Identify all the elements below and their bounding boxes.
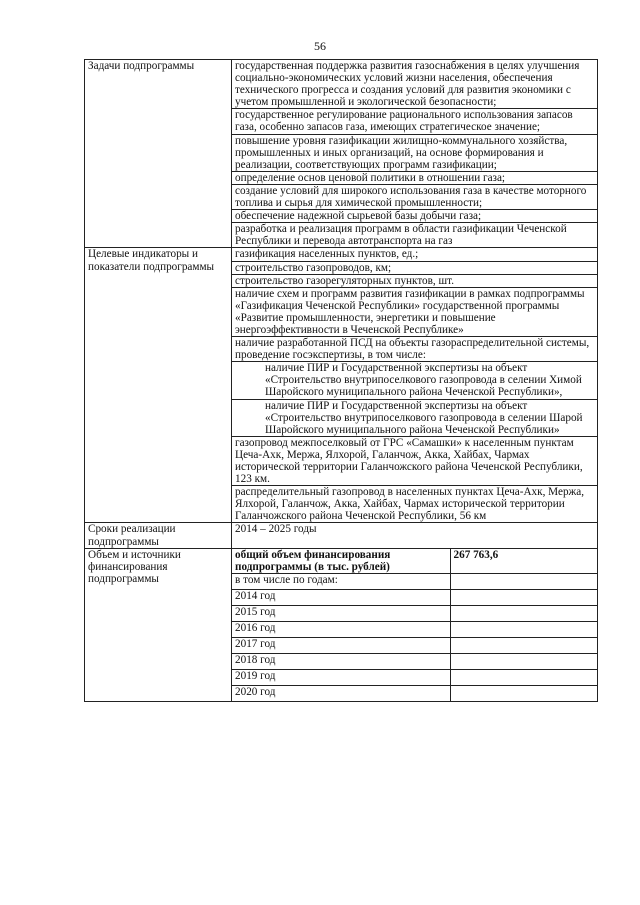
financing-total-label: общий объем финансирования подпрограммы (в тыс. рублей) [235,548,391,573]
financing-year-label: 2019 год [232,669,450,685]
financing-year-row [232,669,597,685]
indicator-item: газопровод межпоселковый от ГРС «Самашки» к населенным пунктам Цеча-Ахк, Мержа, Ялхорой, Галанчож, Акка, Хайбах, Чармах исторической территории Галанчожского района Чеченской Республики, 123 км. [232,436,597,485]
task-item: разработка и реализация программ в области газификации Чеченской Республики и перевода автотранспорта на газ [232,222,597,247]
tasks-label: Задачи подпрограммы [85,60,232,248]
financing-year-row [232,653,597,669]
financing-year-value [450,573,597,589]
indicator-item: строительство газорегуляторных пунктов, шт. [232,274,597,287]
financing-year-row [232,605,597,621]
financing-year-label: 2016 год [232,621,450,637]
passport-table [84,59,598,702]
financing-year-row [232,589,597,605]
task-item: государственная поддержка развития газоснабжения в целях улучшения социально-экономических условий жизни населения, обеспечения технического прогресса и создания условий для развития экономики с учетом промышленной и экологической безопасности; [235,60,580,109]
financing-year-row [232,685,597,701]
indicator-item: строительство газопроводов, км; [232,261,597,274]
financing-by-years-row [232,573,597,589]
financing-year-value [450,605,597,621]
terms-label: Сроки реализации подпрограммы [85,523,232,548]
financing-year-value [450,653,597,669]
financing-year-value [450,685,597,701]
indicator-subitem: наличие ПИР и Государственной экспертизы на объект «Строительство внутрипоселкового газопровода в селении Химой Шаройского муниципального района Чеченской Республики», [232,361,597,398]
financing-label: Объем и источники финансирования подпрограммы [85,548,232,701]
financing-year-value [450,669,597,685]
indicator-subitem: наличие ПИР и Государственной экспертизы на объект «Строительство внутрипоселкового газопровода в селении Шарой Шаройского муниципального района Чеченской Республики» [232,399,597,436]
financing-year-row [232,621,597,637]
terms-value: 2014 – 2025 годы [232,523,598,548]
task-item: создание условий для широкого использования газа в качестве моторного топлива и сырья для химической промышленности; [232,184,597,209]
financing-row [85,548,598,701]
indicator-item: распределительный газопровод в населенных пунктах Цеча-Ахк, Мержа, Ялхорой, Галанчож, Акка, Хайбах, Чармах исторической территории Галанчожского района Чеченской Республики, 56 км [232,485,597,522]
indicator-item: наличие схем и программ развития газификации в рамках подпрограммы «Газификация Чеченской Республики» государственной программы «Развитие промышленности, энергетики и повышение энергоэффективности в Чеченской Республике» [232,287,597,336]
financing-year-value [450,589,597,605]
indicators-label: Целевые индикаторы и показатели подпрограммы [85,248,232,523]
financing-year-label: 2020 год [232,685,450,701]
financing-year-value [450,637,597,653]
financing-year-label: 2015 год [232,605,450,621]
financing-by-years-label: в том числе по годам: [232,573,450,589]
financing-year-value [450,621,597,637]
page-number: 56 [314,39,326,53]
tasks-content [232,60,598,248]
indicators-row [85,248,598,523]
task-item: определение основ ценовой политики в отношении газа; [232,171,597,184]
terms-row [85,523,598,548]
indicator-item: наличие разработанной ПСД на объекты газораспределительной системы, проведение госэкспертизы, в том числе: [232,336,597,361]
financing-total-value: 267 763,6 [450,549,597,574]
task-item: государственное регулирование рационального использования запасов газа, особенно запасов газа, имеющих стратегическое значение; [232,108,597,133]
financing-year-label: 2014 год [232,589,450,605]
task-item: повышение уровня газификации жилищно-коммунального хозяйства, промышленных и иных организаций, на основе формирования и реализации, соответствующих программ газификации; [232,134,597,171]
task-item: обеспечение надежной сырьевой базы добычи газа; [232,209,597,222]
financing-year-label: 2018 год [232,653,450,669]
indicator-item: газификация населенных пунктов, ед.; [235,248,419,261]
financing-total-row [232,549,597,574]
financing-content [232,548,598,701]
financing-year-label: 2017 год [232,637,450,653]
financing-year-row [232,637,597,653]
financing-table [232,549,597,701]
tasks-row [85,60,598,248]
indicators-content [232,248,598,523]
